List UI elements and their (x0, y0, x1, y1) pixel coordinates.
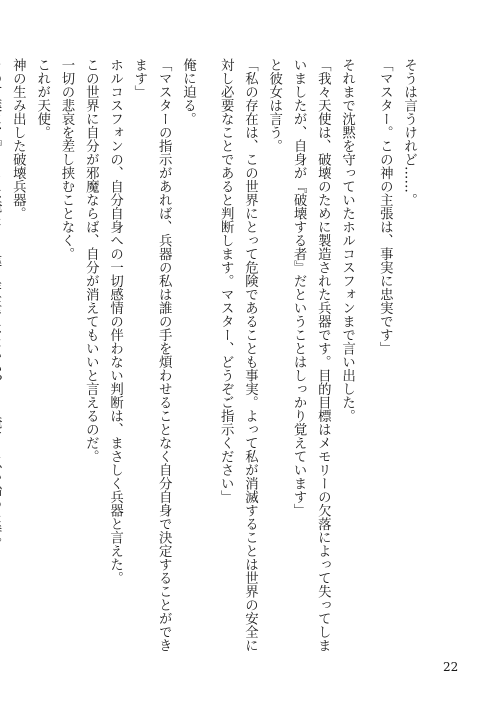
text-line: ホルコスフォンの、自分自身への一切感情の伴わない判断は、まさしく兵器と言えた。 (107, 58, 123, 585)
text-line: それまで沈黙を守っていたホルコスフォンまで言い出した。 (339, 58, 355, 423)
text-line: この世界に自分が邪魔ならば、自分が消えてもいいと言えるのだ。 (83, 58, 99, 463)
page-number: 22 (443, 660, 459, 674)
text-line: そうは言うけれど……。 (401, 58, 417, 207)
text-line: 「マスターの指示があれば、兵器の私は誰の手を煩わせることなく自分自身で決定することができ (156, 58, 172, 652)
text-line: これが天使。 (34, 58, 50, 139)
text-line: と彼女は言う。 (266, 58, 282, 153)
text-line: いましたが、自身が『破壊する者』だということはしっかり覚えています」 (291, 58, 307, 517)
text-line: 俺に迫る。 (180, 58, 196, 126)
text-line: 一切の悲哀を差し挟むことなく。 (58, 58, 74, 261)
text-line (0, 58, 5, 643)
text-line: 「マスター。この神の主張は、事実に忠実です」 (377, 58, 393, 355)
text-line: 「私の存在は、この世界にとって危険であることも事実。よって私が消滅することは世界の安全に (242, 58, 258, 652)
text-line: 「我々天使は、破壊のために製造された兵器です。目的目標はメモリーの欠落によって失ってしま (315, 58, 331, 652)
text-line: 対し必要なことであると判断します。マスター、どうぞご指示ください」 (218, 58, 234, 504)
vertical-text-body (0, 58, 434, 652)
text-line: ます」 (131, 58, 147, 99)
text-line: 神の生み出した破壊兵器。 (10, 58, 26, 220)
